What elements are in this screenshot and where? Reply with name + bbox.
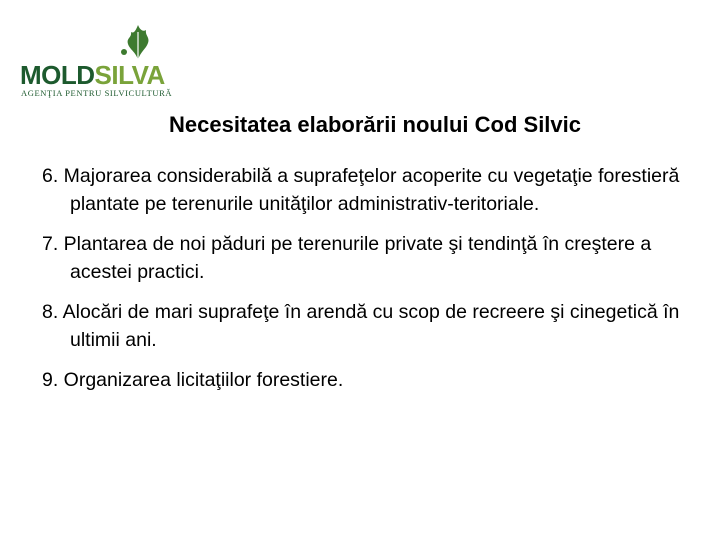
logo-wordmark xyxy=(20,62,165,88)
logo-mold: MOLD xyxy=(20,60,95,90)
list-item: 9. Organizarea licitaţiilor forestiere. xyxy=(42,369,344,391)
list-item: 7. Plantarea de noi păduri pe terenurile private şi tendinţă în creştere a acestei practici. xyxy=(42,233,652,283)
slide-content xyxy=(42,162,692,406)
logo-tagline: AGENŢIA PENTRU SILVICULTURĂ xyxy=(21,88,173,98)
list-item: 6. Majorarea considerabilă a suprafeţelor acoperite cu vegetaţie forestieră plantate pe terenurile unităţilor administrativ-teritoriale. xyxy=(42,165,680,215)
list-item: 8. Alocări de mari suprafeţe în arendă cu scop de recreere şi cinegetică în ultimii ani. xyxy=(42,301,680,351)
oak-leaf-icon xyxy=(118,22,158,62)
moldsilva-logo xyxy=(18,22,178,102)
slide-title: Necesitatea elaborării noului Cod Silvic xyxy=(168,112,582,137)
logo-silva: SILVA xyxy=(94,60,165,90)
